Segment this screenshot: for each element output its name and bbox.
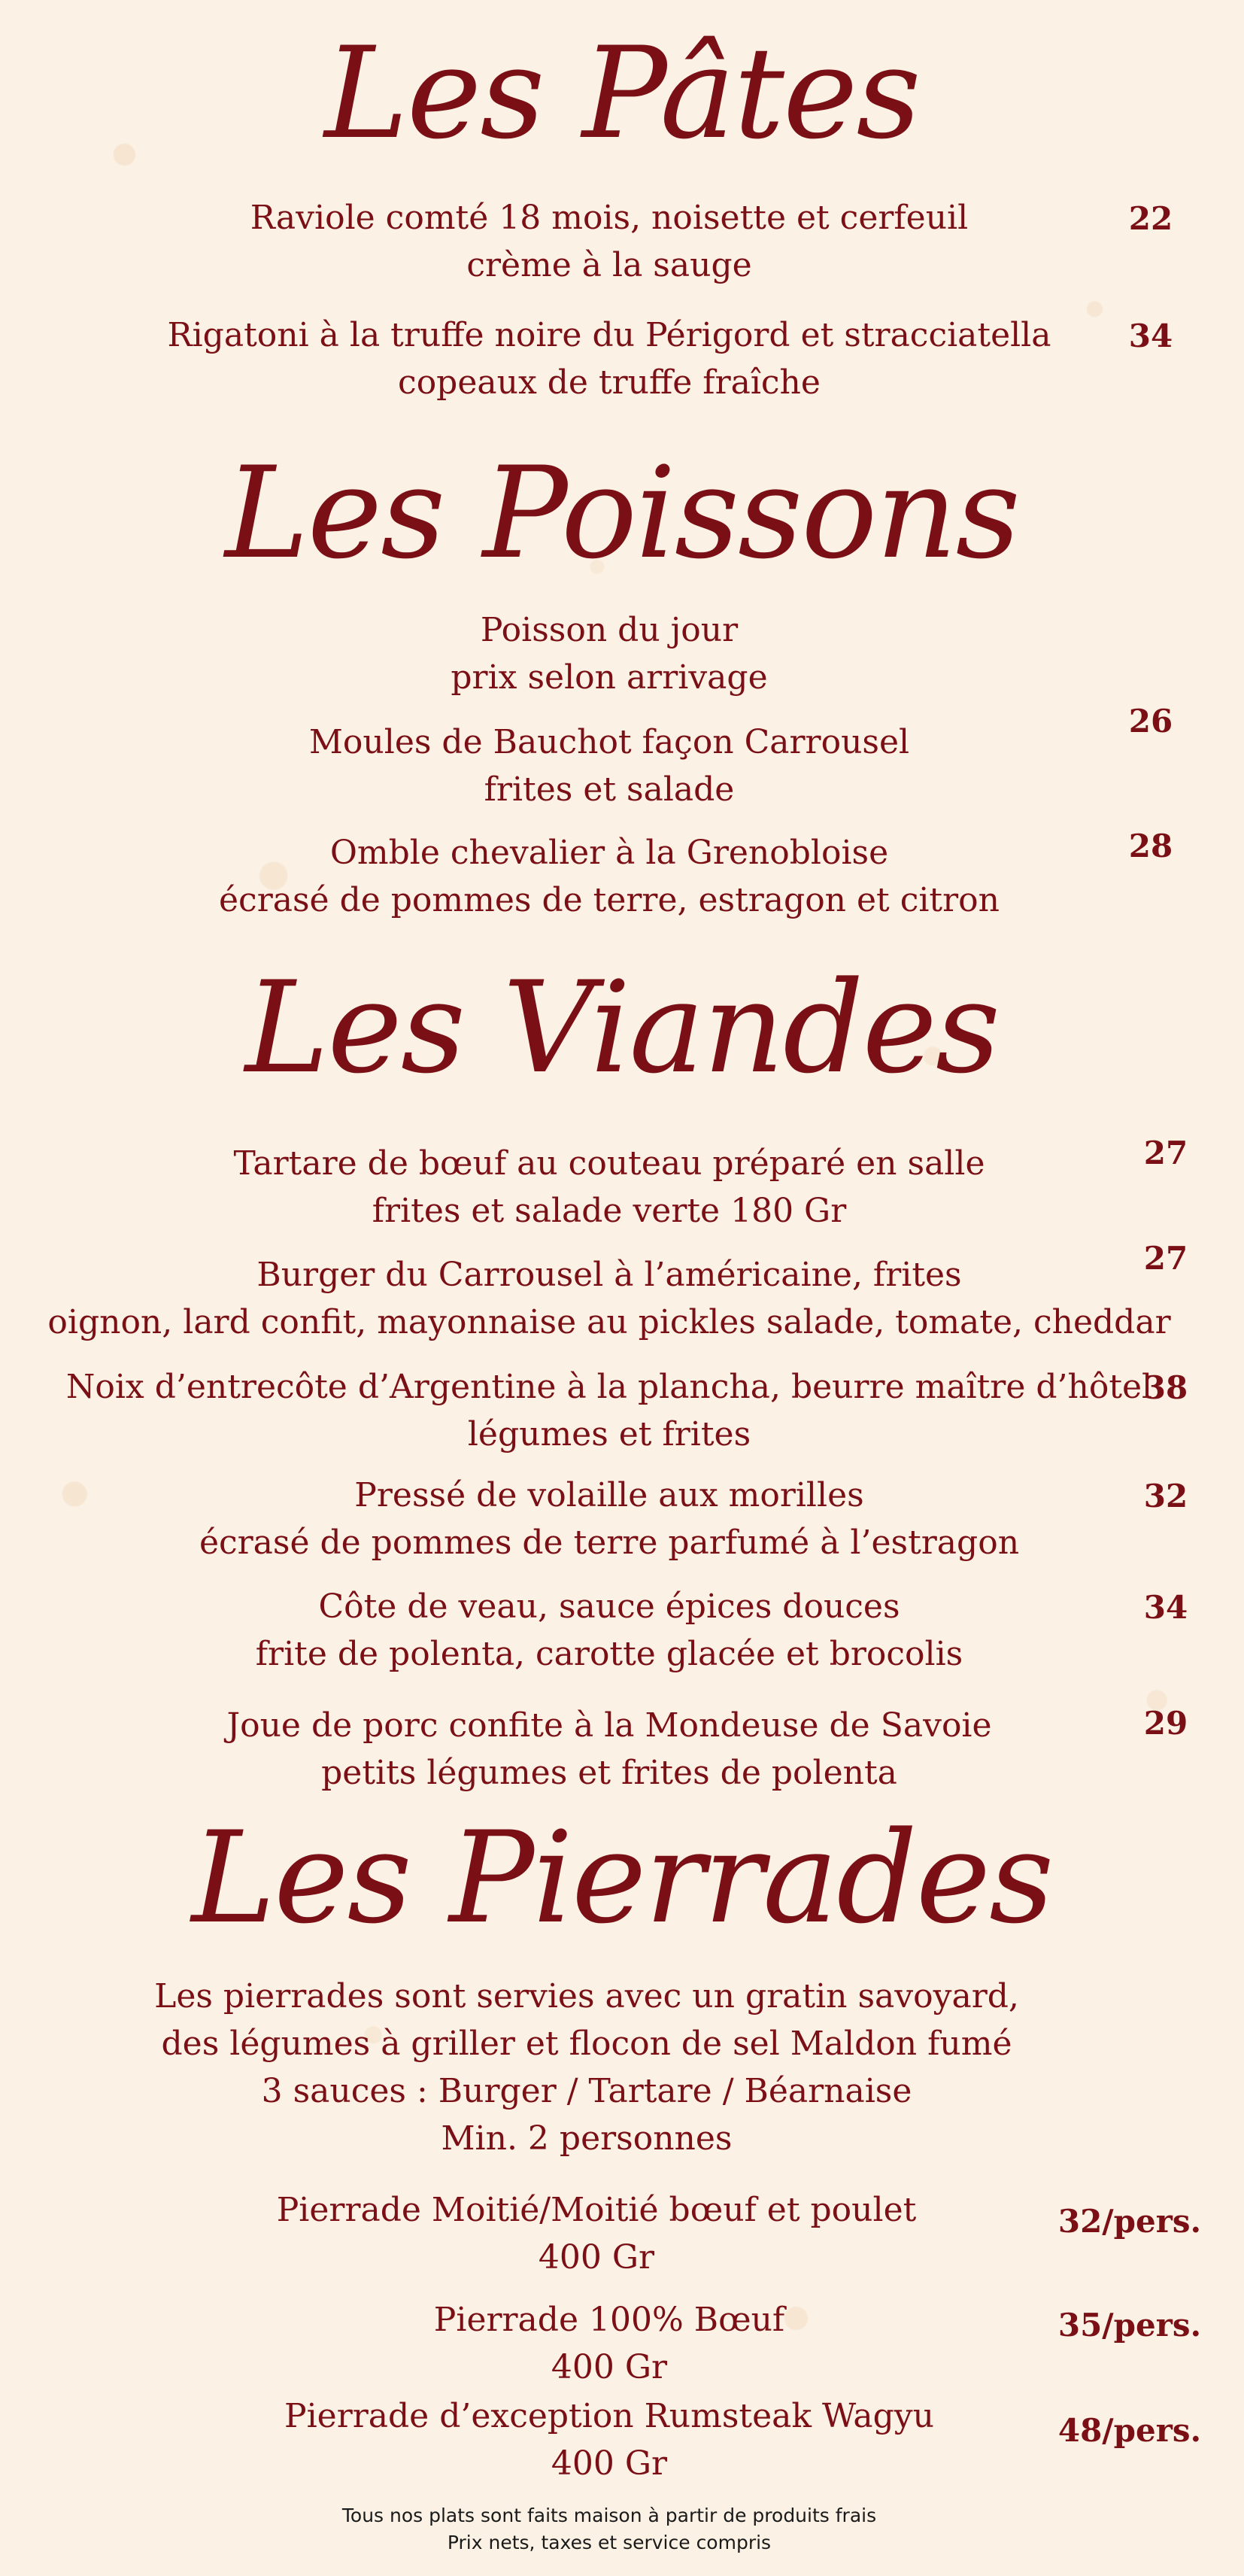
pierrades-intro-line: Les pierrades sont servies avec un gratin savoyard, (154, 1977, 1019, 2016)
menu-item-description (0, 311, 1218, 406)
menu-item-description (0, 2186, 1193, 2281)
menu-item-detail: prix selon arrivage (451, 658, 768, 697)
pierrades-intro-line: 3 sauces : Burger / Tartare / Béarnaise (261, 2072, 912, 2110)
footer-line: Tous nos plats sont faits maison à partir de produits frais (341, 2505, 877, 2526)
menu-item-detail: légumes et frites (467, 1415, 751, 1454)
menu-item-description (0, 829, 1218, 924)
menu-item-name: Moules de Bauchot façon Carrousel (308, 723, 910, 761)
section-title-poissons: Les Poissons (225, 439, 1019, 587)
menu-item-description (0, 606, 1218, 701)
menu-item-detail: copeaux de truffe fraîche (398, 363, 821, 402)
menu-item-detail: 400 Gr (538, 2238, 655, 2277)
menu-item-detail: 400 Gr (551, 2444, 668, 2483)
menu-item-detail: écrasé de pommes de terre parfumé à l’estragon (199, 1523, 1020, 1562)
menu-item-name: Poisson du jour (480, 611, 739, 649)
menu-item-description (0, 1363, 1218, 1458)
menu-item-price: 35/pers. (1057, 2307, 1202, 2344)
menu-item-description (0, 1702, 1218, 1797)
menu-item-detail: frites et salade verte 180 Gr (372, 1192, 847, 1230)
menu-item-price: 48/pers. (1057, 2412, 1202, 2449)
menu-item-price: 22 (1128, 200, 1173, 237)
menu-item-price: 32/pers. (1057, 2203, 1202, 2240)
footer-note (0, 2502, 1218, 2556)
menu-item-detail: frites et salade (484, 770, 735, 809)
menu-item-name: Omble chevalier à la Grenobloise (329, 834, 889, 872)
menu-item-description (0, 1140, 1218, 1235)
menu-item-name: Joue de porc confite à la Mondeuse de Savoie (226, 1706, 992, 1745)
section-title-viandes: Les Viandes (244, 954, 1000, 1101)
menu-item-description (0, 2392, 1218, 2487)
menu-item-detail: crème à la sauge (466, 246, 752, 284)
pierrades-intro (0, 1973, 1173, 2162)
menu-item-name: Côte de veau, sauce épices douces (318, 1587, 900, 1626)
menu-item-price: 26 (1128, 703, 1173, 740)
menu-item-description (0, 718, 1218, 813)
menu-item-detail: frite de polenta, carotte glacée et brocolis (255, 1635, 963, 1673)
menu-item-detail: oignon, lard confit, mayonnaise au pickles salade, tomate, cheddar (47, 1303, 1171, 1341)
menu-item-price: 27 (1143, 1135, 1188, 1171)
menu-item-name: Tartare de bœuf au couteau préparé en salle (233, 1144, 985, 1183)
menu-item-price: 34 (1128, 317, 1173, 354)
menu-item-price: 28 (1128, 828, 1173, 864)
menu-item-price: 32 (1143, 1478, 1188, 1514)
menu-item-detail: petits légumes et frites de polenta (321, 1754, 897, 1792)
menu-item-description (0, 194, 1218, 289)
menu-item-price: 29 (1143, 1705, 1188, 1742)
menu-item-description (0, 2296, 1218, 2391)
menu-item-description (0, 1583, 1218, 1678)
menu-item-price: 38 (1143, 1369, 1188, 1406)
menu-item-name: Noix d’entrecôte d’Argentine à la plancha, beurre maître d’hôtel (65, 1368, 1153, 1406)
menu-item-name: Pierrade d’exception Rumsteak Wagyu (284, 2397, 934, 2435)
menu-item-description (0, 1472, 1218, 1566)
menu-item-name: Pierrade 100% Bœuf (433, 2301, 785, 2339)
menu-item-name: Pierrade Moitié/Moitié bœuf et poulet (276, 2191, 917, 2229)
menu-item-name: Rigatoni à la truffe noire du Périgord et stracciatella (167, 316, 1051, 354)
footer-line: Prix nets, taxes et service compris (447, 2532, 772, 2553)
section-title-pates: Les Pâtes (324, 20, 920, 167)
section-title-pierrades: Les Pierrades (191, 1804, 1053, 1952)
menu-item-price: 27 (1143, 1240, 1188, 1277)
menu-item-detail: 400 Gr (551, 2348, 668, 2386)
menu-item-price: 34 (1143, 1589, 1188, 1626)
pierrades-intro-line: des légumes à griller et flocon de sel Maldon fumé (161, 2025, 1012, 2063)
menu-item-name: Raviole comté 18 mois, noisette et cerfeuil (250, 199, 969, 237)
menu-item-name: Pressé de volaille aux morilles (354, 1476, 864, 1514)
menu-item-description (0, 1251, 1218, 1346)
menu-item-detail: écrasé de pommes de terre, estragon et citron (219, 881, 1000, 919)
pierrades-intro-line: Min. 2 personnes (441, 2119, 733, 2158)
menu-item-name: Burger du Carrousel à l’américaine, frites (256, 1256, 962, 1294)
